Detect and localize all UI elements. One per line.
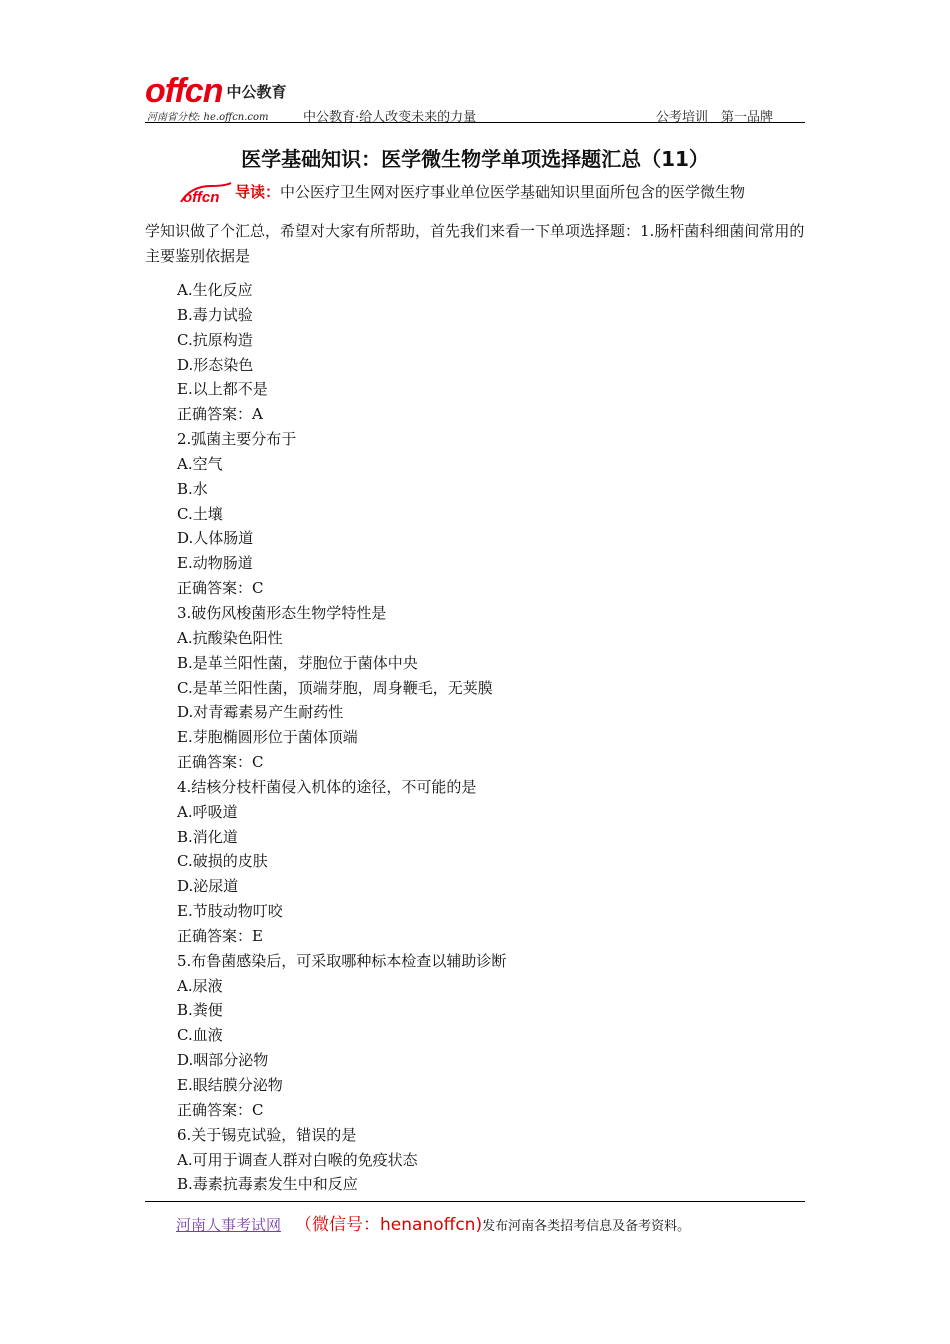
- footer-divider: [145, 1201, 805, 1202]
- page-footer: [176, 1210, 690, 1235]
- question-line: 5.布鲁菌感染后，可采取哪种标本检查以辅助诊断: [177, 951, 507, 970]
- question-line: 6.关于锡克试验，错误的是: [177, 1125, 357, 1144]
- page-header: [145, 70, 805, 124]
- option-line: D.形态染色: [177, 355, 254, 374]
- option-line: C.血液: [177, 1026, 223, 1045]
- answer-line: 正确答案：A: [177, 405, 263, 424]
- offcn-logo: [145, 70, 287, 108]
- option-line: C.抗原构造: [177, 330, 253, 349]
- question-list: [177, 278, 797, 1197]
- intro-first-line: 中公医疗卫生网对医疗事业单位医学基础知识里面所包含的医学微生物: [280, 183, 746, 201]
- logo-chinese-name: 中公教育: [226, 83, 287, 101]
- option-line: D.泌尿道: [177, 877, 239, 896]
- option-line: B.消化道: [177, 827, 238, 846]
- question-line: 2.弧菌主要分布于: [177, 430, 297, 449]
- option-line: D.对青霉素易产生耐药性: [177, 703, 344, 722]
- answer-line: 正确答案：C: [177, 579, 264, 598]
- option-line: D.咽部分泌物: [177, 1051, 269, 1070]
- option-line: A.呼吸道: [177, 802, 238, 821]
- question-line: 4.结核分枝杆菌侵入机体的途径，不可能的是: [177, 777, 477, 796]
- option-line: A.抗酸染色阳性: [177, 628, 283, 647]
- option-line: E.节肢动物叮咬: [177, 902, 283, 921]
- answer-line: 正确答案：C: [177, 1100, 264, 1119]
- document-title: 医学基础知识：医学微生物学单项选择题汇总（11）: [241, 147, 709, 171]
- option-line: B.是革兰阳性菌，芽胞位于菌体中央: [177, 653, 418, 672]
- option-line: B.毒素抗毒素发生中和反应: [177, 1175, 358, 1194]
- intro-label: 导读：: [235, 183, 281, 201]
- logo-wordmark: offcn: [145, 72, 223, 110]
- option-line: A.尿液: [177, 976, 223, 995]
- option-line: D.人体肠道: [177, 529, 254, 548]
- option-line: C.土壤: [177, 504, 223, 523]
- intro-paragraph: [145, 180, 807, 269]
- offcn-mini-logo-icon: [177, 180, 235, 210]
- option-line: B.水: [177, 479, 208, 498]
- option-line: C.是革兰阳性菌，顶端芽胞，周身鞭毛，无荚膜: [177, 678, 493, 697]
- option-line: E.芽胞椭圆形位于菌体顶端: [177, 728, 358, 747]
- footer-site-link[interactable]: 河南人事考试网: [176, 1216, 282, 1234]
- header-tagline: 公考培训 第一品牌: [655, 110, 773, 125]
- option-line: A.生化反应: [177, 281, 253, 299]
- option-line: B.毒力试验: [177, 305, 253, 324]
- option-line: A.可用于调查人群对白喉的免疫状态: [177, 1150, 418, 1169]
- header-slogan: 中公教育·给人改变未来的力量: [303, 110, 477, 125]
- option-line: B.粪便: [177, 1001, 223, 1020]
- intro-continuation: 学知识做了个汇总，希望对大家有所帮助，首先我们来看一下单项选择题：1.肠杆菌科细菌间常用的主要鉴别依据是: [145, 222, 805, 265]
- footer-note: 发布河南各类招考信息及备考资料。: [482, 1219, 691, 1234]
- option-line: E.动物肠道: [177, 554, 253, 573]
- option-line: A.空气: [177, 454, 223, 473]
- logo-subtitle: 河南省分校: he.offcn.com: [147, 112, 269, 123]
- answer-line: 正确答案：C: [177, 753, 264, 772]
- svg-text:offcn: offcn: [183, 189, 220, 206]
- option-line: C.破损的皮肤: [177, 852, 268, 871]
- option-line: E.以上都不是: [177, 380, 268, 399]
- footer-weixin: （微信号：henanoffcn): [295, 1215, 483, 1235]
- question-line: 3.破伤风梭菌形态生物学特性是: [177, 603, 387, 622]
- option-line: E.眼结膜分泌物: [177, 1076, 283, 1094]
- answer-line: 正确答案：E: [177, 926, 263, 945]
- header-divider: [145, 122, 805, 123]
